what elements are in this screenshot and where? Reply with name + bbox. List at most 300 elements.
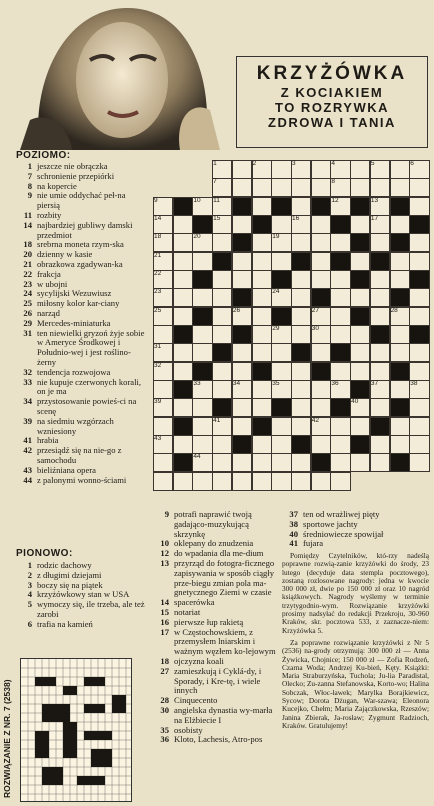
grid-cell[interactable] (330, 453, 350, 472)
grid-block (350, 270, 370, 289)
clue-number: 11 (23, 209, 32, 220)
grid-block (192, 362, 212, 381)
grid-number: 39 (154, 398, 162, 406)
grid-number: 44 (193, 453, 201, 461)
grid-block (370, 325, 390, 344)
clue-text: Kloto, Lachesis, Atro-pos (174, 734, 263, 745)
grid-cell[interactable] (330, 435, 350, 454)
grid-cell[interactable] (192, 417, 212, 436)
grid-cell[interactable] (232, 252, 252, 271)
grid-cell[interactable] (370, 233, 390, 252)
clue-number: 27 (160, 665, 169, 676)
clue-item (16, 260, 148, 270)
grid-cell[interactable] (173, 252, 193, 271)
clue-number: 12 (160, 548, 169, 559)
grid-cell[interactable] (232, 472, 252, 491)
grid-cell[interactable] (232, 362, 252, 381)
clue-text: obrazkowa zgadywan-ka (37, 258, 123, 269)
grid-cell[interactable] (173, 307, 193, 326)
grid-cell[interactable] (370, 178, 390, 197)
grid-cell[interactable] (390, 380, 410, 399)
grid-number: 13 (370, 196, 379, 204)
grid-cell[interactable] (311, 233, 331, 252)
previous-solution-image (21, 659, 131, 801)
grid-cell[interactable] (252, 380, 272, 399)
clue-number: 39 (23, 415, 32, 426)
grid-cell[interactable] (192, 435, 212, 454)
grid-cell[interactable] (173, 343, 193, 362)
grid-cell[interactable] (350, 362, 370, 381)
clue-item (153, 628, 277, 657)
grid-cell[interactable] (390, 343, 410, 362)
clue-number: 20 (23, 249, 32, 260)
grid-cell[interactable] (271, 435, 291, 454)
clue-number: 26 (23, 307, 32, 318)
clue-text: Mercedes-miniaturka (37, 317, 111, 328)
clue-text: ten niewielki gryzoń żyje sobie w Ameryce Środkowej i Południo-wej i jest roślino-żerny (37, 327, 145, 367)
grid-cell[interactable] (311, 398, 331, 417)
grid-cell[interactable] (173, 472, 193, 491)
clue-text: narząd (37, 307, 60, 318)
grid-cell[interactable] (330, 270, 350, 289)
grid-cell[interactable] (252, 288, 272, 307)
grid-block (409, 325, 429, 344)
clue-number: 9 (27, 190, 32, 201)
grid-number: 14 (154, 215, 162, 222)
grid-block (409, 215, 429, 234)
grid-cell[interactable] (173, 435, 193, 454)
grid-cell[interactable] (350, 252, 370, 271)
grid-block (370, 252, 390, 271)
grid-block (173, 197, 193, 216)
clue-item (153, 598, 277, 608)
grid-cell[interactable] (291, 472, 311, 491)
clue-text: w Częstochowskiem, z przemysłem lniarskim i ważnym węzłem ko-lejowym (174, 626, 276, 657)
grid-block (271, 197, 291, 216)
clue-number: 23 (23, 278, 32, 289)
grid-cell[interactable] (232, 270, 252, 289)
grid-cell[interactable] (153, 472, 173, 491)
clue-text: notariat (174, 606, 201, 617)
grid-cell[interactable] (252, 325, 272, 344)
grid-cell[interactable] (409, 417, 429, 436)
grid-cell[interactable] (212, 288, 232, 307)
grid-cell[interactable] (271, 417, 291, 436)
grid-cell[interactable] (232, 453, 252, 472)
grid-cell[interactable] (350, 288, 370, 307)
grid-cell[interactable] (252, 453, 272, 472)
grid-number: 26 (232, 306, 241, 314)
grid-block (192, 215, 212, 234)
grid-cell[interactable] (291, 307, 311, 326)
grid-cell[interactable] (390, 270, 410, 289)
grid-block (192, 270, 212, 289)
grid-number: 28 (390, 306, 398, 314)
grid-cell[interactable] (330, 288, 350, 307)
grid-cell[interactable] (370, 270, 390, 289)
grid-cell[interactable] (212, 362, 232, 381)
grid-number: 35 (272, 380, 280, 387)
across-clues (16, 162, 148, 485)
grid-cell[interactable] (192, 252, 212, 271)
grid-block (212, 252, 232, 271)
grid-cell[interactable] (232, 178, 252, 197)
crossword-grid (153, 160, 429, 490)
cover-photo (0, 0, 232, 150)
grid-block (232, 288, 252, 307)
grid-cell[interactable] (409, 362, 429, 381)
grid-number: 31 (154, 343, 162, 351)
clue-number: 13 (160, 557, 169, 568)
clue-text: miłosny kolor kar-ciany (37, 298, 120, 309)
grid-number: 6 (410, 160, 414, 167)
grid-cell[interactable] (212, 270, 232, 289)
grid-cell[interactable] (153, 417, 173, 436)
grid-cell[interactable] (173, 270, 193, 289)
grid-cell[interactable] (232, 160, 252, 179)
clue-number: 2 (27, 569, 32, 580)
grid-number: 8 (331, 178, 336, 186)
grid-cell[interactable] (409, 398, 429, 417)
grid-cell[interactable] (271, 160, 291, 179)
grid-cell[interactable] (390, 178, 410, 197)
clue-item (16, 221, 148, 241)
grid-cell[interactable] (370, 362, 390, 381)
grid-cell[interactable] (370, 307, 390, 326)
grid-cell[interactable] (330, 362, 350, 381)
grid-block (311, 453, 331, 472)
grid-cell[interactable] (212, 435, 232, 454)
clue-text: z palonymi wonno-ściami (37, 474, 127, 485)
grid-block (173, 453, 193, 472)
grid-cell[interactable] (350, 178, 370, 197)
clue-text: boczy się na piątek (37, 579, 103, 590)
grid-cell[interactable] (271, 472, 291, 491)
grid-number: 11 (213, 196, 220, 204)
grid-cell[interactable] (390, 325, 410, 344)
grid-number: 36 (331, 380, 339, 387)
grid-cell[interactable] (409, 435, 429, 454)
grid-cell[interactable] (212, 307, 232, 326)
grid-cell[interactable] (212, 472, 232, 491)
grid-cell[interactable] (409, 307, 429, 326)
grid-cell[interactable] (390, 252, 410, 271)
clue-text: bieliźniana opera (37, 464, 96, 475)
grid-block (311, 362, 331, 381)
clue-item (153, 510, 277, 539)
grid-block (271, 270, 291, 289)
clue-number: 25 (23, 298, 32, 309)
clue-text: ojczyzna koali (174, 655, 224, 666)
grid-number: 4 (331, 160, 336, 167)
clue-text: srebrna moneta rzym-ska (37, 239, 124, 250)
grid-cell[interactable] (311, 160, 331, 179)
grid-number: 10 (193, 196, 201, 204)
grid-cell[interactable] (330, 472, 350, 491)
grid-cell[interactable] (370, 343, 390, 362)
clue-item (282, 539, 429, 549)
grid-number: 15 (213, 215, 221, 222)
grid-cell[interactable] (311, 270, 331, 289)
grid-cell[interactable] (409, 343, 429, 362)
grid-block (311, 288, 331, 307)
grid-cell[interactable] (252, 435, 272, 454)
grid-number: 7 (213, 178, 217, 186)
grid-cell[interactable] (350, 417, 370, 436)
grid-cell[interactable] (252, 307, 272, 326)
grid-cell[interactable] (370, 435, 390, 454)
grid-block (252, 417, 272, 436)
grid-cell[interactable] (291, 380, 311, 399)
grid-block (291, 435, 311, 454)
grid-cell[interactable] (311, 343, 331, 362)
grid-cell[interactable] (212, 380, 232, 399)
grid-cell[interactable] (390, 160, 410, 179)
grid-cell[interactable] (173, 288, 193, 307)
grid-cell[interactable] (271, 252, 291, 271)
clue-text: nie umie oddychać peł-na piersią (37, 190, 126, 211)
grid-cell[interactable] (390, 435, 410, 454)
grid-cell[interactable] (271, 178, 291, 197)
grid-cell[interactable] (350, 160, 370, 179)
clue-number: 7 (27, 170, 32, 181)
grid-cell[interactable] (291, 417, 311, 436)
down-heading: PIONOWO: (16, 548, 73, 559)
grid-cell[interactable] (271, 343, 291, 362)
grid-number: 34 (232, 380, 241, 387)
grid-cell[interactable] (173, 215, 193, 234)
grid-cell[interactable] (173, 398, 193, 417)
grid-cell[interactable] (311, 472, 331, 491)
title-line-3: ZDROWA I TANIA (268, 115, 396, 130)
grid-cell[interactable] (252, 233, 272, 252)
grid-block (271, 398, 291, 417)
grid-block (390, 362, 410, 381)
solution-label: ROZWIĄZANIE Z NR. 7 (2538) (2, 679, 12, 798)
grid-block (350, 197, 370, 216)
grid-cell[interactable] (330, 325, 350, 344)
grid-cell[interactable] (153, 453, 173, 472)
grid-cell[interactable] (291, 453, 311, 472)
clue-text: spacerówka (174, 597, 215, 608)
grid-number: 27 (311, 306, 319, 314)
clue-item (16, 476, 148, 486)
clue-number: 9 (164, 509, 169, 519)
grid-cell[interactable] (173, 233, 193, 252)
grid-cell[interactable] (192, 325, 212, 344)
clue-item (153, 667, 277, 696)
grid-cell[interactable] (212, 325, 232, 344)
grid-block (350, 380, 370, 399)
grid-cell[interactable] (409, 178, 429, 197)
grid-cell[interactable] (252, 343, 272, 362)
clue-text: oklepany do znudzenia (174, 538, 254, 549)
clue-text: średniowiecze spowijał (303, 528, 384, 539)
clue-number: 1 (27, 161, 32, 171)
clue-item (16, 378, 148, 398)
grid-number: 38 (410, 380, 418, 387)
grid-cell[interactable] (252, 252, 272, 271)
grid-cell[interactable] (350, 215, 370, 234)
clue-item (16, 329, 148, 368)
grid-cell[interactable] (232, 398, 252, 417)
grid-number: 41 (213, 416, 221, 424)
grid-cell[interactable] (232, 215, 252, 234)
grid-cell[interactable] (409, 197, 429, 216)
clue-number: 34 (23, 396, 32, 407)
clue-number: 42 (23, 445, 32, 456)
clue-text: krzyżówkowy stan w USA (37, 589, 130, 600)
grid-block (192, 307, 212, 326)
clue-text: potrafi naprawić twoją gadająco-muzykującą skrzynkę (174, 509, 252, 539)
clue-number: 21 (23, 258, 32, 269)
grid-cell[interactable] (212, 453, 232, 472)
grid-block (370, 417, 390, 436)
clue-text: z długimi dziejami (37, 569, 102, 580)
grid-number: 9 (154, 196, 158, 204)
grid-cell[interactable] (153, 380, 173, 399)
clue-text: nie kupuje czerwonych korali, on je ma (37, 376, 142, 397)
grid-cell[interactable] (252, 178, 272, 197)
clue-text: przesiądź się na nie-go z samochodu (37, 445, 122, 465)
grid-cell[interactable] (291, 398, 311, 417)
grid-block (330, 343, 350, 362)
grid-cell[interactable] (271, 215, 291, 234)
clue-number: 10 (160, 538, 169, 549)
grid-cell[interactable] (350, 343, 370, 362)
clue-text: w ubojni (37, 278, 68, 289)
grid-cell[interactable] (192, 472, 212, 491)
clue-text: wymoczy się, ile trzeba, ale też zarobi (37, 599, 145, 619)
grid-cell[interactable] (370, 398, 390, 417)
clue-number: 5 (27, 599, 32, 610)
grid-cell[interactable] (390, 215, 410, 234)
clue-number: 1 (27, 560, 32, 570)
clue-item (16, 191, 148, 211)
grid-number: 2 (252, 160, 257, 167)
grid-cell[interactable] (409, 288, 429, 307)
grid-cell[interactable] (212, 233, 232, 252)
grid-cell[interactable] (173, 362, 193, 381)
grid-cell[interactable] (252, 270, 272, 289)
grid-number: 42 (311, 416, 319, 424)
clue-number: 44 (23, 474, 32, 485)
down-clues-3 (282, 510, 429, 549)
clue-text: najbardziej gubliwy damski przedmiot (37, 219, 133, 240)
grid-cell[interactable] (370, 453, 390, 472)
grid-number: 43 (154, 435, 162, 442)
clue-item (153, 559, 277, 598)
grid-cell[interactable] (291, 233, 311, 252)
grid-cell[interactable] (232, 417, 252, 436)
grid-cell[interactable] (311, 215, 331, 234)
clue-item (16, 270, 148, 280)
grid-cell[interactable] (330, 233, 350, 252)
grid-number: 33 (193, 380, 201, 387)
grid-cell[interactable] (291, 178, 311, 197)
grid-cell[interactable] (232, 343, 252, 362)
grid-block (390, 398, 410, 417)
clue-number: 17 (160, 626, 169, 637)
grid-cell[interactable] (271, 362, 291, 381)
grid-number: 16 (292, 215, 300, 222)
grid-number: 24 (272, 288, 280, 296)
grid-cell[interactable] (311, 380, 331, 399)
grid-cell[interactable] (192, 398, 212, 417)
grid-cell[interactable] (153, 325, 173, 344)
grid-number: 23 (154, 288, 162, 296)
clue-item (16, 620, 148, 630)
grid-cell[interactable] (390, 417, 410, 436)
grid-cell[interactable] (311, 252, 331, 271)
grid-cell[interactable] (252, 398, 272, 417)
clue-number: 35 (160, 724, 169, 735)
grid-cell[interactable] (291, 288, 311, 307)
grid-number: 17 (370, 215, 379, 222)
clue-text: ten od wrażliwej pięty (303, 509, 380, 519)
clue-text: przystosowanie powieś-ci na scenę (37, 396, 137, 416)
clue-text: angielska dynastia wy-marła na Elżbiecie I (174, 704, 273, 725)
grid-cell[interactable] (291, 270, 311, 289)
grid-cell[interactable] (192, 288, 212, 307)
clue-text: przyrząd do fotogra-ficznego zapisywania w sposób ciągły prze-biegu zmian pola ma-gnetycznego Ziemi w czasie (174, 557, 275, 598)
notice-paragraph-1: Pomiędzy Czytelników, któ-rzy nadeślą poprawne rozwią-zanie krzyżówki do środy, 23 lutego (decyduje data stempla pocztowego), zostaną rozlosowane nagrody: jedna w kwocie 300 000 zł, dwie po 150 000 zł oraz 10 nagród książkowych. Nagrody wyślemy w terminie trzytygodnio-wym. Rozwiązanie krzyżówki prosimy nadsyłać do redakcji Przekroju, 30-960 Kraków, skr. pocztowa 533, z zaznacze-niem: Krzyżówka 5. (282, 551, 429, 635)
grid-number: 32 (154, 361, 162, 369)
clue-item (16, 299, 148, 309)
clue-text: sportowe jachty (303, 518, 358, 529)
grid-block (350, 435, 370, 454)
grid-cell[interactable] (192, 343, 212, 362)
grid-block (271, 307, 291, 326)
grid-block (330, 215, 350, 234)
clue-item (16, 446, 148, 466)
grid-cell[interactable] (291, 325, 311, 344)
clue-text: zamieszkują i Cyklá-dy, i Sporady, i Kre-tę, i wiele innych (174, 665, 262, 696)
grid-block (212, 398, 232, 417)
grid-cell[interactable] (330, 307, 350, 326)
contest-notice (282, 552, 429, 734)
clue-text: rozbity (37, 209, 62, 220)
grid-block (291, 252, 311, 271)
grid-cell[interactable] (291, 362, 311, 381)
grid-cell[interactable] (271, 453, 291, 472)
grid-block (252, 362, 272, 381)
grid-cell[interactable] (409, 252, 429, 271)
grid-number: 21 (154, 251, 162, 259)
grid-cell[interactable] (311, 178, 331, 197)
clue-text: dzienny w kasie (37, 249, 93, 260)
grid-block (291, 343, 311, 362)
solution-label-box (2, 668, 14, 800)
notice-paragraph-2: Za poprawne rozwiązanie krzyżówki z Nr 5 (2536) na-grody otrzymują: 300 000 zł — Anna Żywicka, Chojnice; 150 000 zł — Zofia Rodzeń, Czarna Woda; Andrzej Ku-bień, Kęty. Książki: Maria Straburzyńska, Tuchola; Ju-lia Paradistal, Olecko; Zu-zanna Stefanowska, Korto-wo; Halina Sobczak, Włoc-ławek; Marylka Borajkiewicz, Sycow; Dorota Dżugan, War-szawa; Eleonora Kucejko, Chełm; Maria Zajączkowska, Rzeszów; Janina Zbierak, Ja-rosław; Zygmunt Radzioch, Kraków. Gratulujemy! (282, 637, 429, 730)
clue-number: 40 (289, 528, 298, 539)
grid-cell[interactable] (409, 233, 429, 252)
grid-cell[interactable] (291, 197, 311, 216)
clue-number: 8 (27, 180, 32, 191)
grid-cell[interactable] (330, 417, 350, 436)
grid-cell[interactable] (311, 435, 331, 454)
clue-text: fujara (303, 538, 324, 549)
grid-cell[interactable] (252, 197, 272, 216)
grid-cell[interactable] (350, 453, 370, 472)
grid-cell[interactable] (252, 472, 272, 491)
grid-cell[interactable] (370, 288, 390, 307)
grid-cell[interactable] (350, 325, 370, 344)
grid-number: 12 (331, 196, 339, 204)
grid-cell[interactable] (409, 453, 429, 472)
clue-number: 43 (23, 464, 32, 475)
clue-number: 28 (160, 695, 169, 706)
